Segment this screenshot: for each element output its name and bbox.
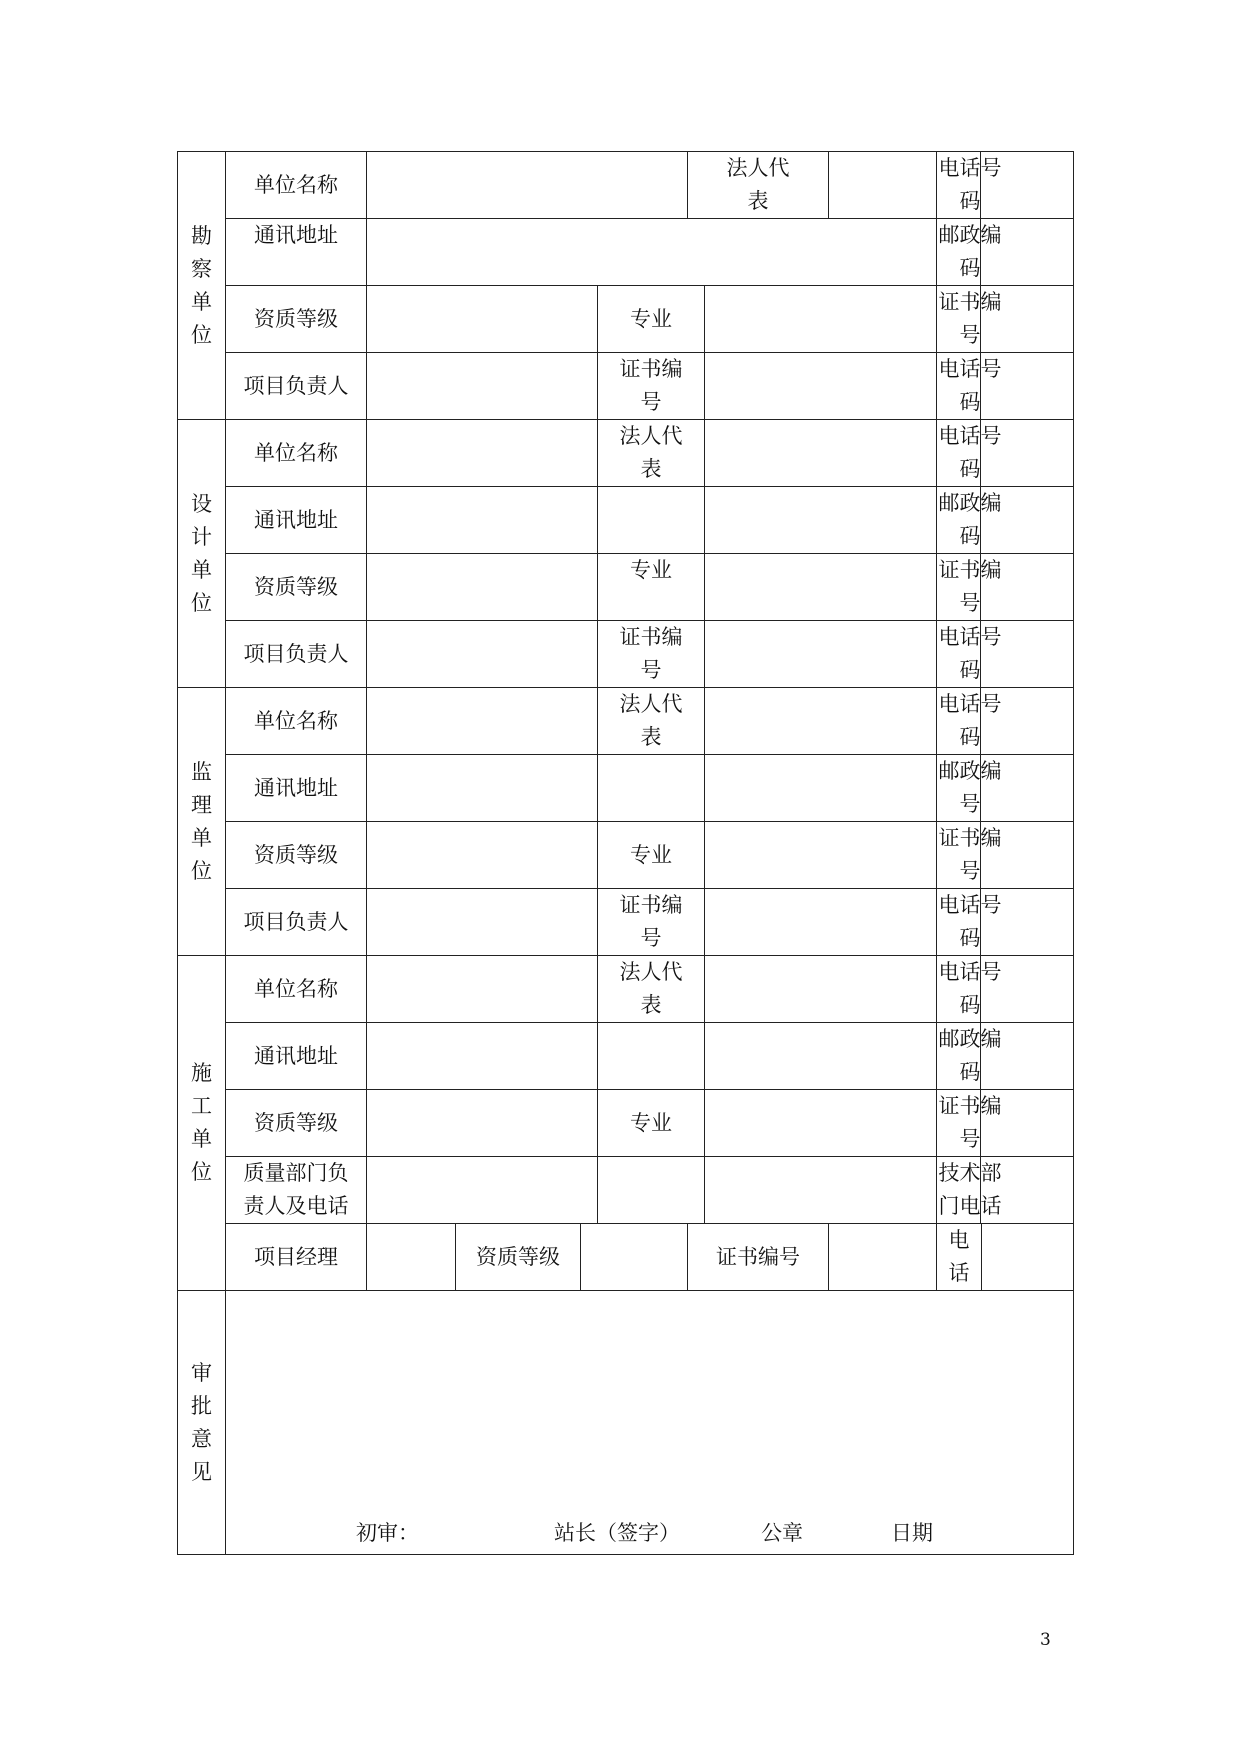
label-address: 通讯地址	[226, 487, 367, 554]
value-legal-rep[interactable]	[705, 688, 937, 755]
label-certificate-no: 证书编号	[598, 621, 705, 688]
label-phone-number: 电话号码	[937, 420, 981, 487]
label-postal-code: 邮政编码	[937, 1023, 981, 1090]
label-phone-number: 电话号码	[937, 621, 981, 688]
value-address[interactable]	[367, 219, 937, 286]
value-legal-rep[interactable]	[705, 420, 937, 487]
label-project-leader: 项目负责人	[226, 889, 367, 956]
signature-line	[226, 1517, 1073, 1550]
label-postal-code: 邮政编码	[937, 487, 981, 554]
label-postal-code: 邮政编码	[937, 219, 981, 286]
label-qualification: 资质等级	[226, 286, 367, 353]
label-qualification: 资质等级	[226, 554, 367, 621]
label-certificate-no: 证书编号	[688, 1224, 829, 1291]
label-certificate-no: 证书编号	[598, 889, 705, 956]
section-label-approval: 审批意见	[178, 1291, 226, 1555]
label-specialty: 专业	[598, 1090, 705, 1157]
label-specialty: 专业	[598, 286, 705, 353]
value-address[interactable]	[367, 487, 598, 554]
registration-form-table	[177, 151, 1074, 1555]
value-unit-name[interactable]	[367, 152, 688, 219]
label-phone-number: 电话号码	[937, 688, 981, 755]
label-phone-number: 电话号码	[937, 956, 981, 1023]
label-quality-dept: 质量部门负责人及电话	[226, 1157, 367, 1224]
value-qualification[interactable]	[367, 822, 598, 889]
label-postal-code: 邮政编号	[937, 755, 981, 822]
label-certificate-no: 证书编号	[598, 353, 705, 420]
value-certificate-no[interactable]	[705, 621, 937, 688]
label-certificate-no: 证书编号	[937, 554, 981, 621]
phone-subtable	[937, 1224, 1073, 1290]
label-legal-rep: 法人代表	[688, 152, 829, 219]
value-address-extra[interactable]	[598, 755, 705, 822]
label-legal-rep: 法人代表	[598, 420, 705, 487]
value-quality-dept-extra-2[interactable]	[705, 1157, 937, 1224]
value-qualification[interactable]	[581, 1224, 688, 1291]
value-unit-name[interactable]	[367, 420, 598, 487]
label-project-leader: 项目负责人	[226, 353, 367, 420]
label-preliminary: 初审：	[356, 1521, 419, 1545]
value-specialty[interactable]	[705, 554, 937, 621]
page-number: 3	[1040, 1630, 1051, 1650]
label-address: 通讯地址	[226, 755, 367, 822]
label-project-manager: 项目经理	[226, 1224, 367, 1291]
phone-group	[937, 1224, 1074, 1291]
value-qualification[interactable]	[367, 286, 598, 353]
value-address-extra[interactable]	[598, 487, 705, 554]
value-legal-rep[interactable]	[705, 956, 937, 1023]
value-project-leader[interactable]	[367, 621, 598, 688]
label-tech-dept-phone: 技术部门电话	[937, 1157, 981, 1224]
label-specialty: 专业	[598, 822, 705, 889]
value-quality-dept[interactable]	[367, 1157, 598, 1224]
label-qualification: 资质等级	[226, 822, 367, 889]
label-phone: 电话	[937, 1224, 982, 1290]
label-specialty: 专业	[598, 554, 705, 621]
value-unit-name[interactable]	[367, 956, 598, 1023]
label-unit-name: 单位名称	[226, 420, 367, 487]
label-unit-name: 单位名称	[226, 688, 367, 755]
label-address: 通讯地址	[226, 1023, 367, 1090]
value-certificate-no[interactable]	[705, 889, 937, 956]
label-legal-rep: 法人代表	[598, 956, 705, 1023]
value-specialty[interactable]	[705, 286, 937, 353]
label-certificate-no: 证书编号	[937, 1090, 981, 1157]
label-certificate-no: 证书编号	[937, 286, 981, 353]
value-specialty[interactable]	[705, 822, 937, 889]
section-label-survey: 勘察单位	[178, 152, 226, 420]
value-qualification[interactable]	[367, 554, 598, 621]
label-phone-number: 电话号码	[937, 889, 981, 956]
value-address[interactable]	[367, 1023, 598, 1090]
label-seal: 公章	[761, 1521, 803, 1545]
value-project-leader[interactable]	[367, 889, 598, 956]
value-address-extra[interactable]	[598, 1023, 705, 1090]
label-phone-number: 电话号码	[937, 353, 981, 420]
value-address-extra-2[interactable]	[705, 755, 937, 822]
value-address-extra-2[interactable]	[705, 487, 937, 554]
value-project-manager[interactable]	[367, 1224, 456, 1291]
value-address-extra-2[interactable]	[705, 1023, 937, 1090]
label-legal-rep: 法人代表	[598, 688, 705, 755]
label-phone-number: 电话号码	[937, 152, 981, 219]
section-label-design: 设计单位	[178, 420, 226, 688]
value-certificate-no[interactable]	[829, 1224, 937, 1291]
label-address: 通讯地址	[226, 219, 367, 286]
section-label-supervision: 监理单位	[178, 688, 226, 956]
value-certificate-no[interactable]	[705, 353, 937, 420]
section-label-construction: 施工单位	[178, 956, 226, 1291]
label-unit-name: 单位名称	[226, 956, 367, 1023]
value-quality-dept-extra[interactable]	[598, 1157, 705, 1224]
value-specialty[interactable]	[705, 1090, 937, 1157]
value-phone[interactable]	[982, 1224, 1074, 1290]
value-legal-rep[interactable]	[829, 152, 937, 219]
value-project-leader[interactable]	[367, 353, 598, 420]
label-project-leader: 项目负责人	[226, 621, 367, 688]
value-unit-name[interactable]	[367, 688, 598, 755]
value-address[interactable]	[367, 755, 598, 822]
label-qualification: 资质等级	[226, 1090, 367, 1157]
label-date: 日期	[891, 1521, 933, 1545]
value-qualification[interactable]	[367, 1090, 598, 1157]
label-director-signature: 站长（签字）	[554, 1521, 680, 1545]
approval-opinion-area[interactable]	[226, 1291, 1074, 1555]
label-unit-name: 单位名称	[226, 152, 367, 219]
label-qualification: 资质等级	[456, 1224, 581, 1291]
label-certificate-no: 证书编号	[937, 822, 981, 889]
